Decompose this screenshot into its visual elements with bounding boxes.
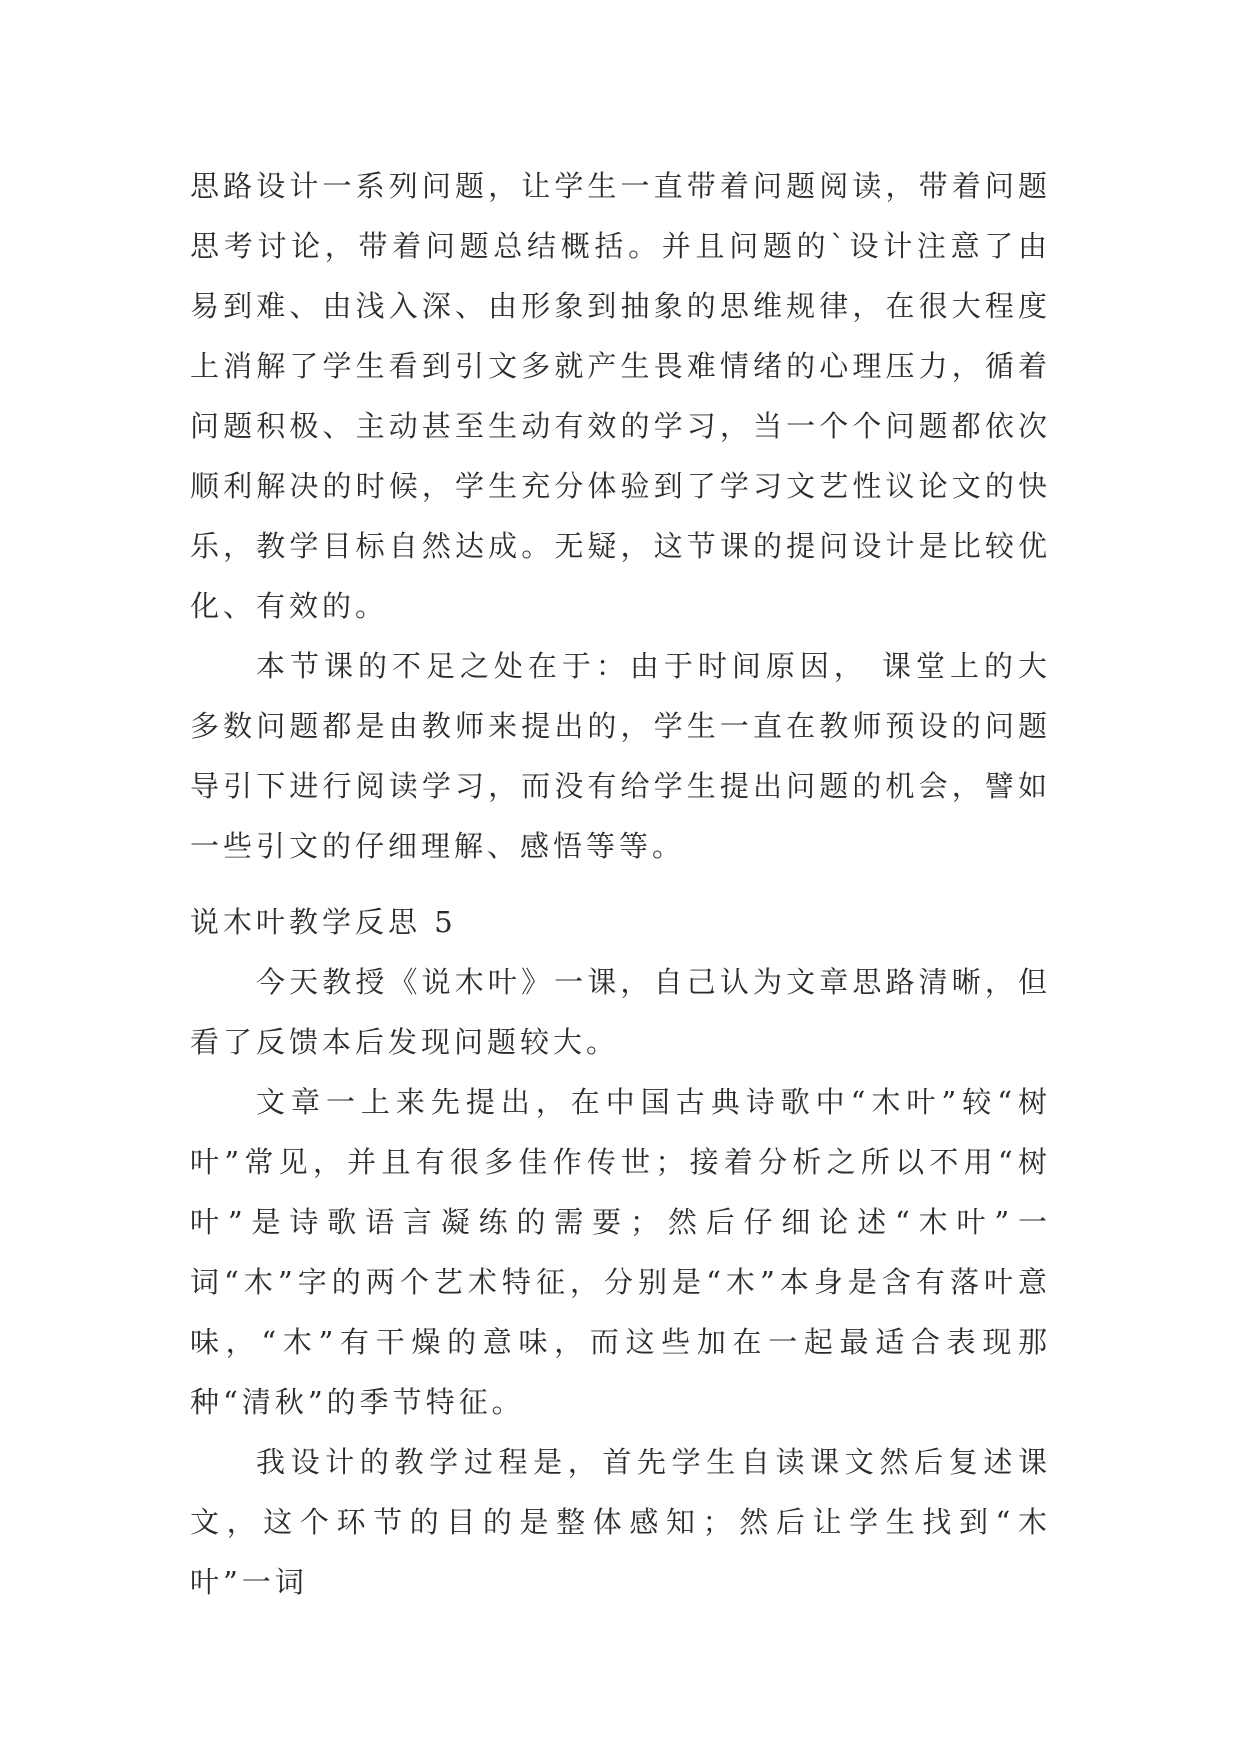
paragraph-article-summary: 文章一上来先提出，在中国古典诗歌中“木叶”较“树叶”常见，并且有很多佳作传世；接着分析之所以不用“树叶”是诗歌语言凝练的需要；然后仔细论述“木叶”一词“木”字的两个艺术特征，分别是“木”本身是含有落叶意味，“木”有干燥的意味，而这些加在一起最适合表现那种“清秋”的季节特征。 [190, 1085, 1051, 1419]
section-heading: 说木叶教学反思 5 [190, 905, 457, 939]
section-1-body [190, 156, 1051, 876]
section-2-body [190, 892, 1051, 1612]
paragraph-question-design: 思路设计一系列问题，让学生一直带着问题阅读，带着问题思考讨论，带着问题总结概括。并且问题的`设计注意了由易到难、由浅入深、由形象到抽象的思维规律，在很大程度上消解了学生看到引文多就产生畏难情绪的心理压力，循着问题积极、主动甚至生动有效的学习，当一个个问题都依次顺利解决的时候，学生充分体验到了学习文艺性议论文的快乐，教学目标自然达成。无疑，这节课的提问设计是比较优化、有效的。 [190, 169, 1051, 623]
paragraph-teaching-process: 我设计的教学过程是，首先学生自读课文然后复述课文，这个环节的目的是整体感知；然后让学生找到“木叶”一词 [190, 1445, 1051, 1599]
paragraph-intro: 今天教授《说木叶》一课，自己认为文章思路清晰，但看了反馈本后发现问题较大。 [190, 965, 1051, 1059]
paragraph-shortcomings: 本节课的不足之处在于：由于时间原因， 课堂上的大多数问题都是由教师来提出的，学生一直在教师预设的问题导引下进行阅读学习，而没有给学生提出问题的机会，譬如一些引文的仔细理解、感悟等等。 [190, 649, 1051, 863]
